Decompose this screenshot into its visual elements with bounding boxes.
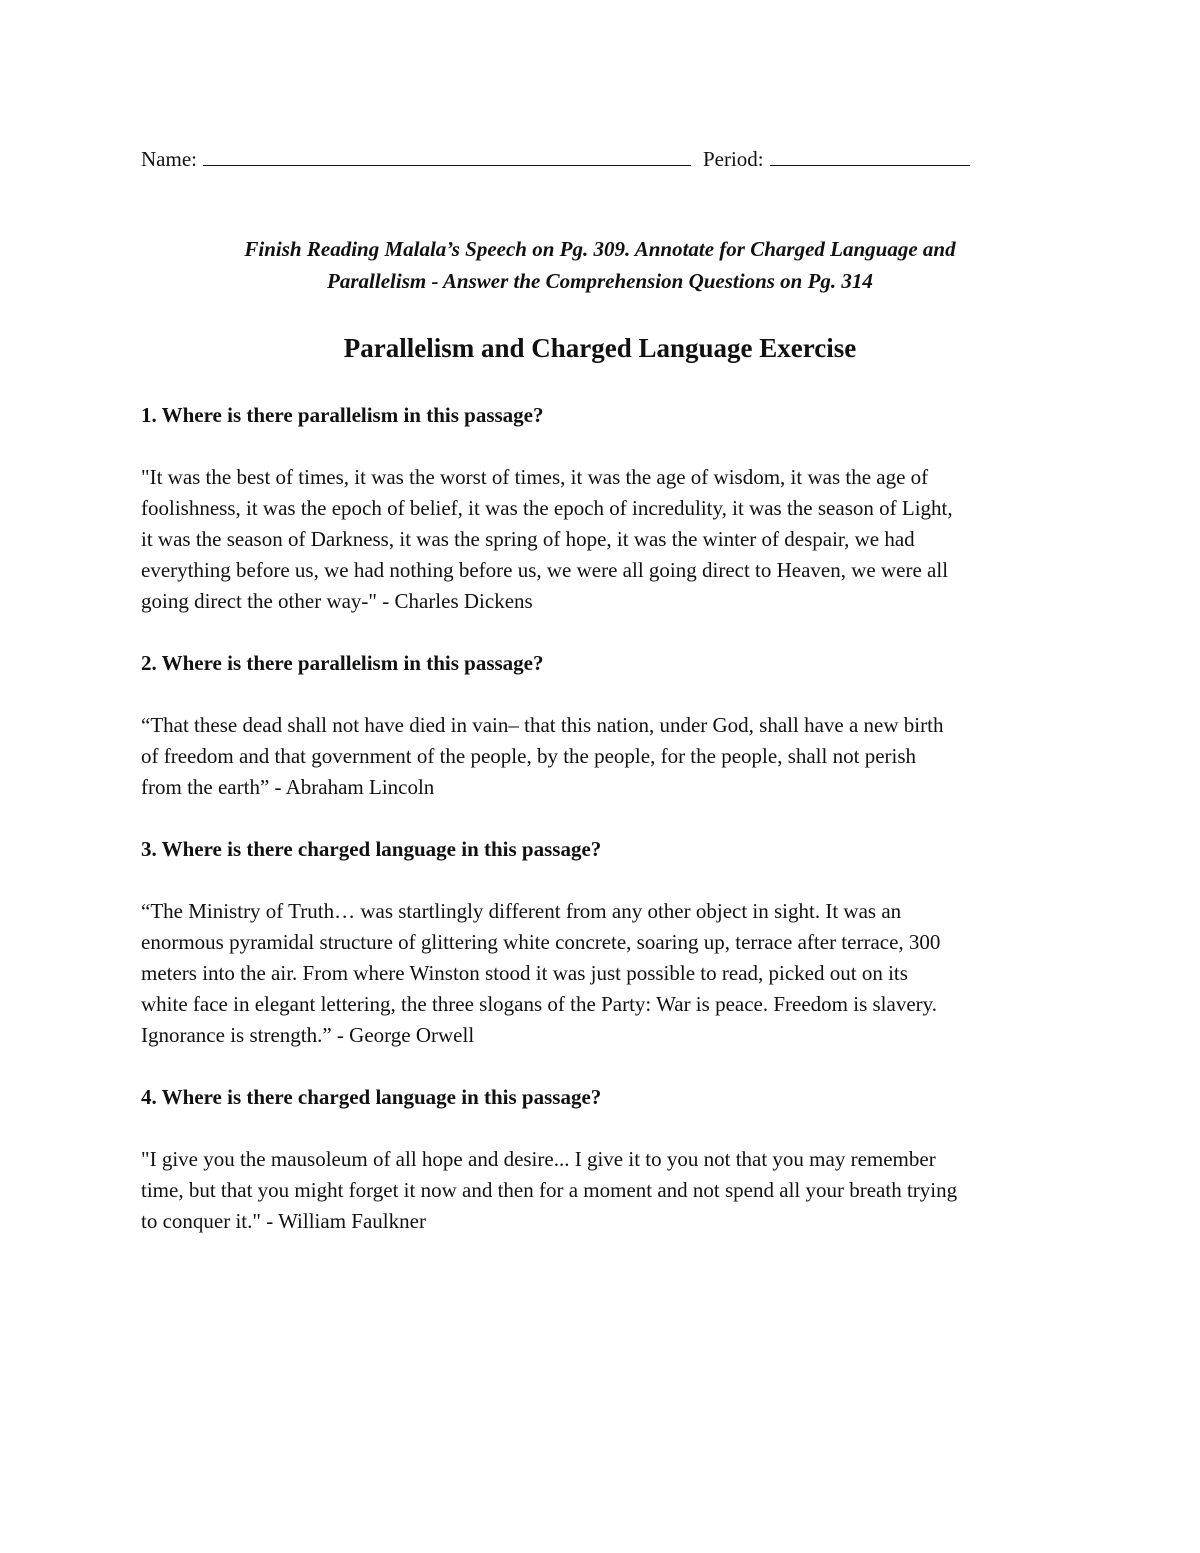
instructions-line-2: Parallelism - Answer the Comprehension Questions on Pg. 314 <box>327 269 873 293</box>
passage-line: “That these dead shall not have died in vain– that this nation, under God, shall have a new birth <box>141 713 944 737</box>
passage-line: Ignorance is strength.” - George Orwell <box>141 1023 475 1047</box>
passage-line: from the earth” - Abraham Lincoln <box>141 775 435 799</box>
passage-line: it was the season of Darkness, it was the spring of hope, it was the winter of despair, we had <box>141 527 915 551</box>
period-blank-line[interactable] <box>770 141 970 166</box>
passage-line: foolishness, it was the epoch of belief, it was the epoch of incredulity, it was the season of Light, <box>141 496 953 520</box>
passage-line: everything before us, we had nothing before us, we were all going direct to Heaven, we were all <box>141 558 949 582</box>
name-label: Name: <box>141 147 197 171</box>
question-1-passage <box>141 462 1059 617</box>
question-3-prompt: 3. Where is there charged language in this passage? <box>141 837 602 861</box>
passage-line: to conquer it." - William Faulkner <box>141 1209 426 1233</box>
question-1-prompt: 1. Where is there parallelism in this passage? <box>141 403 544 427</box>
passage-line: "I give you the mausoleum of all hope and desire... I give it to you not that you may remember <box>141 1147 936 1171</box>
passage-line: meters into the air. From where Winston stood it was just possible to read, picked out on its <box>141 961 908 985</box>
question-2-passage <box>141 710 1059 803</box>
question-2-prompt: 2. Where is there parallelism in this passage? <box>141 651 544 675</box>
passage-line: white face in elegant lettering, the three slogans of the Party: War is peace. Freedom is slavery. <box>141 992 938 1016</box>
name-blank-line[interactable] <box>203 141 691 166</box>
student-info-header <box>141 141 1001 174</box>
passage-line: enormous pyramidal structure of glittering white concrete, soaring up, terrace after terrace, 300 <box>141 930 941 954</box>
assignment-instructions <box>141 233 1059 297</box>
question-4-passage <box>141 1144 1059 1237</box>
passage-line: "It was the best of times, it was the worst of times, it was the age of wisdom, it was the age of <box>141 465 929 489</box>
question-4-prompt: 4. Where is there charged language in this passage? <box>141 1085 602 1109</box>
passage-line: going direct the other way-" - Charles Dickens <box>141 589 533 613</box>
passage-line: time, but that you might forget it now and then for a moment and not spend all your breath trying <box>141 1178 958 1202</box>
passage-line: of freedom and that government of the people, by the people, for the people, shall not perish <box>141 744 917 768</box>
page-title: Parallelism and Charged Language Exercise <box>343 333 857 363</box>
period-label: Period: <box>702 147 764 171</box>
question-3-passage <box>141 896 1059 1051</box>
instructions-line-1: Finish Reading Malala’s Speech on Pg. 309. Annotate for Charged Language and <box>244 237 956 261</box>
passage-line: “The Ministry of Truth… was startlingly different from any other object in sight. It was an <box>141 899 902 923</box>
